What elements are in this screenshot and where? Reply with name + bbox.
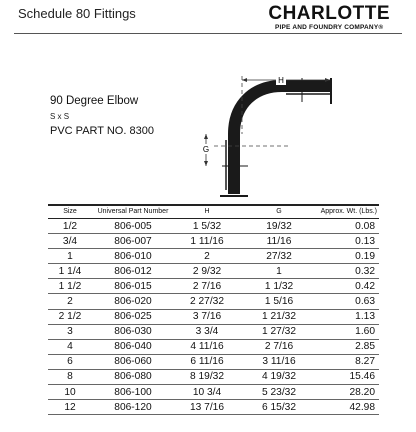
cell-size: 2 [48,294,92,309]
cell-g: 3 11/16 [240,354,318,369]
cell-part-number: 806-010 [92,249,174,264]
cell-weight: 0.32 [318,264,379,279]
col-header-weight: Approx. Wt. (Lbs.) [318,205,379,219]
brand-name: CHARLOTTE [268,3,390,24]
cell-h: 10 3/4 [174,385,240,400]
table-row [48,400,379,415]
col-header-h: H [174,205,240,219]
cell-part-number: 806-012 [92,264,174,279]
dim-h-arrow-left [242,78,247,82]
cell-size: 1/2 [48,219,92,234]
cell-size: 8 [48,369,92,384]
table-header-row [48,205,379,219]
cell-weight: 0.63 [318,294,379,309]
cell-h: 1 11/16 [174,234,240,249]
cell-h: 6 11/16 [174,354,240,369]
product-part-number: PVC PART NO. 8300 [50,125,154,137]
cell-g: 1 [240,264,318,279]
table-row [48,234,379,249]
cell-part-number: 806-040 [92,339,174,354]
cell-part-number: 806-030 [92,324,174,339]
table-row [48,385,379,400]
cell-g: 1 5/16 [240,294,318,309]
cell-weight: 1.60 [318,324,379,339]
cell-size: 3 [48,324,92,339]
cell-g: 1 21/32 [240,309,318,324]
col-header-part-number: Universal Part Number [92,205,174,219]
table-row [48,219,379,234]
dim-h-label: H [278,76,284,85]
cell-weight: 0.13 [318,234,379,249]
table-row [48,324,379,339]
cell-weight: 1.13 [318,309,379,324]
cell-size: 4 [48,339,92,354]
cell-g: 6 15/32 [240,400,318,415]
cell-part-number: 806-007 [92,234,174,249]
cell-g: 4 19/32 [240,369,318,384]
table-row [48,309,379,324]
dim-g-label: G [202,145,210,154]
cell-h: 3 3/4 [174,324,240,339]
header-divider [14,33,402,34]
cell-h: 2 [174,249,240,264]
cell-size: 1 1/4 [48,264,92,279]
cell-size: 10 [48,385,92,400]
cell-weight: 8.27 [318,354,379,369]
cell-size: 1 [48,249,92,264]
cell-h: 2 7/16 [174,279,240,294]
cell-part-number: 806-005 [92,219,174,234]
cell-h: 3 7/16 [174,309,240,324]
cell-part-number: 806-060 [92,354,174,369]
cell-part-number: 806-080 [92,369,174,384]
cell-weight: 15.46 [318,369,379,384]
cell-h: 2 9/32 [174,264,240,279]
table-row [48,264,379,279]
cell-part-number: 806-120 [92,400,174,415]
table-row [48,294,379,309]
cell-g: 19/32 [240,219,318,234]
cell-g: 27/32 [240,249,318,264]
cell-weight: 0.19 [318,249,379,264]
cell-part-number: 806-100 [92,385,174,400]
table-row [48,354,379,369]
elbow-outline [234,86,330,194]
dimensions-table [48,204,379,415]
cell-h: 1 5/32 [174,219,240,234]
brand-logo [268,4,390,31]
cell-size: 2 1/2 [48,309,92,324]
col-header-g: G [240,205,318,219]
table-row [48,339,379,354]
cell-h: 8 19/32 [174,369,240,384]
product-name: 90 Degree Elbow [50,95,139,107]
table-body [48,219,379,415]
dim-g-arrow-top [204,134,208,139]
cell-g: 1 27/32 [240,324,318,339]
cell-size: 3/4 [48,234,92,249]
elbow-drawing [190,74,340,199]
table-row [48,369,379,384]
cell-weight: 28.20 [318,385,379,400]
cell-weight: 0.08 [318,219,379,234]
cell-h: 4 11/16 [174,339,240,354]
brand-subtitle: PIPE AND FOUNDRY COMPANY® [274,24,384,31]
col-header-size: Size [48,205,92,219]
cell-weight: 42.98 [318,400,379,415]
cell-part-number: 806-025 [92,309,174,324]
cell-part-number: 806-020 [92,294,174,309]
cell-h: 2 27/32 [174,294,240,309]
cell-size: 1 1/2 [48,279,92,294]
table-row [48,279,379,294]
product-ends: S x S [50,112,70,121]
page-header-title: Schedule 80 Fittings [18,6,136,21]
table-row [48,249,379,264]
cell-size: 12 [48,400,92,415]
cell-weight: 2.85 [318,339,379,354]
cell-part-number: 806-015 [92,279,174,294]
cell-h: 13 7/16 [174,400,240,415]
cell-g: 1 1/32 [240,279,318,294]
cell-size: 6 [48,354,92,369]
cell-g: 2 7/16 [240,339,318,354]
dim-g-arrow-bottom [204,161,208,166]
cell-g: 5 23/32 [240,385,318,400]
cell-weight: 0.42 [318,279,379,294]
cell-g: 11/16 [240,234,318,249]
